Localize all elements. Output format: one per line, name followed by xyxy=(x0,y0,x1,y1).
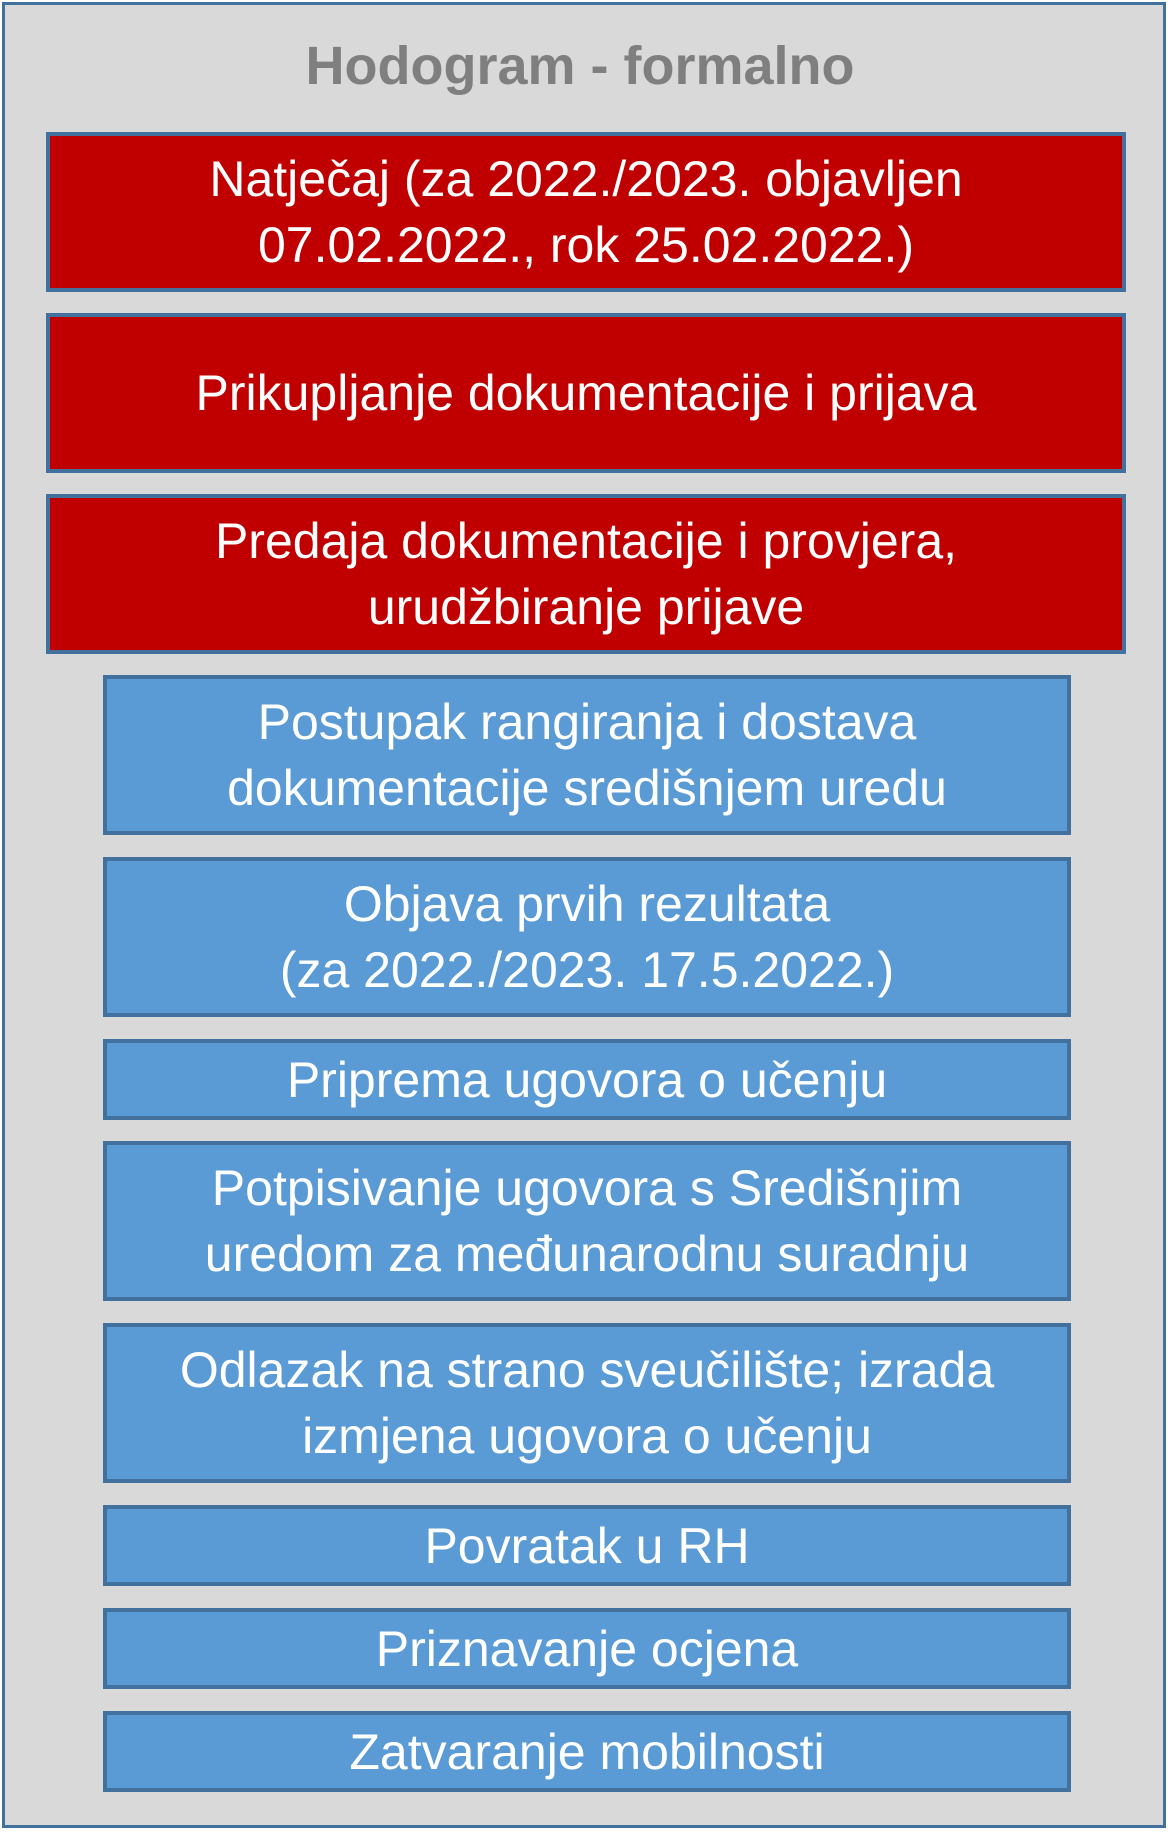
step-label: Potpisivanje ugovora s Središnjim uredom za međunarodnu suradnju xyxy=(204,1160,970,1282)
step-box xyxy=(103,1323,1071,1483)
step-box xyxy=(46,313,1126,473)
step-box xyxy=(103,1711,1071,1792)
step-label: Priznavanje ocjena xyxy=(375,1620,799,1677)
step-label: Objava prvih rezultata (za 2022./2023. 17.5.2022.) xyxy=(279,876,895,998)
step-box xyxy=(103,1141,1071,1301)
diagram-title: Hodogram - formalno xyxy=(305,36,855,96)
step-box xyxy=(103,857,1071,1017)
step-label: Priprema ugovora o učenju xyxy=(286,1051,888,1108)
step-label: Zatvaranje mobilnosti xyxy=(349,1723,825,1780)
step-box xyxy=(103,1608,1071,1689)
step-label: Natječaj (za 2022./2023. objavljen 07.02.2022., rok 25.02.2022.) xyxy=(209,151,963,273)
step-label: Postupak rangiranja i dostava dokumentacije središnjem uredu xyxy=(227,694,947,816)
step-box xyxy=(46,132,1126,292)
step-box xyxy=(103,1505,1071,1586)
step-label: Povratak u RH xyxy=(424,1517,750,1574)
step-box xyxy=(103,1039,1071,1120)
step-label: Odlazak na strano sveučilište; izrada izmjena ugovora o učenju xyxy=(179,1342,995,1464)
step-label: Predaja dokumentacije i provjera, urudžbiranje prijave xyxy=(214,513,958,635)
step-box xyxy=(103,675,1071,835)
step-label: Prikupljanje dokumentacije i prijava xyxy=(195,365,977,421)
step-box xyxy=(46,494,1126,654)
